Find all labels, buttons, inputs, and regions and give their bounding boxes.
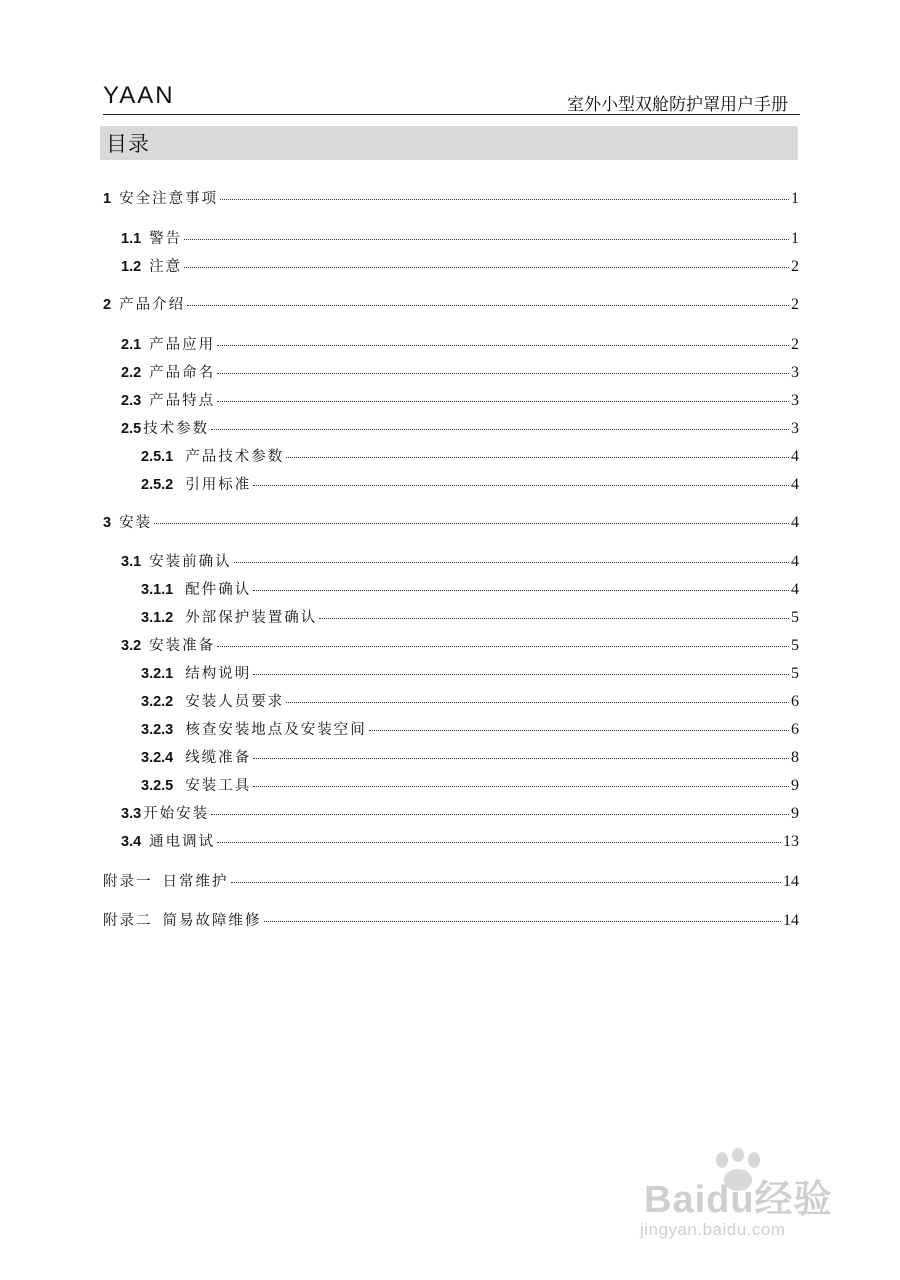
- toc-entry-number: 3.3: [121, 806, 142, 822]
- toc-entry[interactable]: [121, 389, 799, 409]
- toc-entry-number: 3.2: [121, 638, 142, 654]
- toc-title: 目录: [106, 132, 150, 156]
- toc-entry-number: 3.4: [121, 834, 142, 850]
- toc-entry-page: 3: [791, 420, 799, 437]
- toc-entry-number: 1.2: [121, 259, 142, 275]
- toc-entry[interactable]: [141, 473, 799, 493]
- toc-entry-number: 3.1: [121, 554, 142, 570]
- toc-entry-label: 结构说明: [185, 666, 252, 682]
- toc-entry-number: 2.5.1: [141, 449, 174, 465]
- dot-leader: [217, 389, 789, 402]
- toc-entry-page: 3: [791, 364, 799, 381]
- toc-entry[interactable]: [103, 870, 799, 890]
- dot-leader: [217, 333, 789, 346]
- toc-entry[interactable]: [141, 606, 799, 626]
- toc-entry-label: 开始安装: [143, 806, 210, 822]
- toc-entry-number: 3: [103, 515, 112, 531]
- toc-entry-label: 安装工具: [185, 778, 252, 794]
- toc-entry-label: 技术参数: [143, 421, 210, 437]
- toc-entry-label: 线缆准备: [185, 750, 252, 766]
- toc-entry-page: 4: [791, 553, 799, 570]
- toc-entry-number: 3.1.2: [141, 610, 174, 626]
- watermark-url: jingyan.baidu.com: [640, 1220, 786, 1239]
- toc-entry[interactable]: [141, 662, 799, 682]
- toc-entry[interactable]: [121, 802, 799, 822]
- dot-leader: [319, 606, 789, 619]
- toc-entry-page: 6: [791, 721, 799, 738]
- toc-entry-number: 3.2.5: [141, 778, 174, 794]
- toc-entry[interactable]: [121, 255, 799, 275]
- toc-entry[interactable]: [141, 578, 799, 598]
- dot-leader: [253, 774, 789, 787]
- toc-entry-page: 4: [791, 514, 799, 531]
- toc-entry-number: 2.2: [121, 365, 142, 381]
- toc-entry-label: 配件确认: [185, 582, 252, 598]
- toc-entry-page: 3: [791, 392, 799, 409]
- toc-entry[interactable]: [121, 333, 799, 353]
- toc-entry-page: 14: [783, 873, 799, 890]
- toc-entry-page: 6: [791, 693, 799, 710]
- toc-entry-page: 2: [791, 336, 799, 353]
- toc-entry-number: 附录二: [103, 913, 153, 929]
- dot-leader: [184, 227, 789, 240]
- toc-entry-page: 14: [783, 912, 799, 929]
- toc-entry[interactable]: [103, 909, 799, 929]
- toc-entry[interactable]: [141, 690, 799, 710]
- toc-entry-page: 2: [791, 258, 799, 275]
- toc-entry-label: 产品命名: [149, 365, 216, 381]
- toc-entry-page: 1: [791, 230, 799, 247]
- toc-entry-label: 安装准备: [149, 638, 216, 654]
- toc-entry[interactable]: [141, 774, 799, 794]
- dot-leader: [217, 361, 789, 374]
- dot-leader: [217, 830, 781, 843]
- toc-entry-page: 5: [791, 609, 799, 626]
- toc-entry-number: 2.1: [121, 337, 142, 353]
- toc-entry[interactable]: [121, 634, 799, 654]
- toc-entry-page: 5: [791, 637, 799, 654]
- toc-entry-label: 安装人员要求: [185, 694, 285, 710]
- baidu-watermark: [640, 1148, 860, 1248]
- toc-entry[interactable]: [141, 718, 799, 738]
- toc-entry[interactable]: [103, 511, 799, 531]
- dot-leader: [253, 746, 789, 759]
- toc-entry[interactable]: [121, 361, 799, 381]
- toc-entry-label: 警告: [149, 231, 183, 247]
- dot-leader: [154, 511, 789, 524]
- toc-entry-number: 3.2.1: [141, 666, 174, 682]
- toc-entry-page: 9: [791, 777, 799, 794]
- toc-entry-page: 4: [791, 448, 799, 465]
- toc-entry-page: 9: [791, 805, 799, 822]
- toc-entry-label: 产品应用: [149, 337, 216, 353]
- toc-entry[interactable]: [141, 746, 799, 766]
- dot-leader: [234, 550, 789, 563]
- toc-entry-number: 2.3: [121, 393, 142, 409]
- dot-leader: [211, 417, 789, 430]
- dot-leader: [231, 870, 782, 883]
- toc-entry-page: 5: [791, 665, 799, 682]
- toc-entry-label: 引用标准: [185, 477, 252, 493]
- toc-entry-page: 4: [791, 581, 799, 598]
- toc-entry-page: 13: [783, 833, 799, 850]
- toc-entry-label: 安装前确认: [149, 554, 232, 570]
- toc-entry-page: 2: [791, 296, 799, 313]
- page-header: [103, 82, 800, 115]
- dot-leader: [253, 473, 789, 486]
- toc-entry[interactable]: [121, 227, 799, 247]
- dot-leader: [217, 634, 789, 647]
- toc-entry[interactable]: [103, 293, 799, 313]
- dot-leader: [184, 255, 789, 268]
- toc-entry-number: 2.5.2: [141, 477, 174, 493]
- watermark-brand: Baidu经验: [644, 1179, 833, 1221]
- toc-entry[interactable]: [121, 550, 799, 570]
- dot-leader: [286, 445, 789, 458]
- manual-title: 室外小型双舱防护罩用户手册: [567, 95, 788, 115]
- toc-entry-label: 日常维护: [162, 874, 229, 890]
- toc-entry-page: 4: [791, 476, 799, 493]
- toc-entry-number: 3.2.3: [141, 722, 174, 738]
- toc-entry-label: 安装: [119, 515, 153, 531]
- toc-entry-page: 1: [791, 190, 799, 207]
- toc-entry-number: 1: [103, 191, 112, 207]
- toc-entry[interactable]: [141, 445, 799, 465]
- toc-entry-label: 外部保护装置确认: [185, 610, 318, 626]
- toc-entry-label: 注意: [149, 259, 183, 275]
- toc-entry-number: 3.2.4: [141, 750, 174, 766]
- toc-entry[interactable]: [121, 417, 799, 437]
- toc-entry-label: 简易故障维修: [162, 913, 262, 929]
- dot-leader: [286, 690, 789, 703]
- toc-entry-number: 3.2.2: [141, 694, 174, 710]
- toc-entry-label: 通电调试: [149, 834, 216, 850]
- dot-leader: [220, 187, 789, 200]
- dot-leader: [253, 662, 789, 675]
- toc-entry[interactable]: [103, 187, 799, 207]
- dot-leader: [253, 578, 789, 591]
- toc-entry-number: 1.1: [121, 231, 142, 247]
- toc-entry[interactable]: [121, 830, 799, 850]
- dot-leader: [187, 293, 789, 306]
- dot-leader: [369, 718, 789, 731]
- dot-leader: [211, 802, 789, 815]
- toc-entry-number: 附录一: [103, 874, 153, 890]
- toc-entry-label: 核查安装地点及安装空间: [185, 722, 367, 738]
- dot-leader: [264, 909, 782, 922]
- toc-entry-label: 安全注意事项: [119, 191, 219, 207]
- toc-entry-number: 2: [103, 297, 112, 313]
- toc-entry-label: 产品介绍: [119, 297, 186, 313]
- toc-entry-number: 3.1.1: [141, 582, 174, 598]
- toc-entry-page: 8: [791, 749, 799, 766]
- toc-entry-label: 产品技术参数: [185, 449, 285, 465]
- brand-logo: YAAN: [103, 82, 175, 109]
- toc-heading: [100, 126, 798, 160]
- toc-entry-label: 产品特点: [149, 393, 216, 409]
- toc-entry-number: 2.5: [121, 421, 142, 437]
